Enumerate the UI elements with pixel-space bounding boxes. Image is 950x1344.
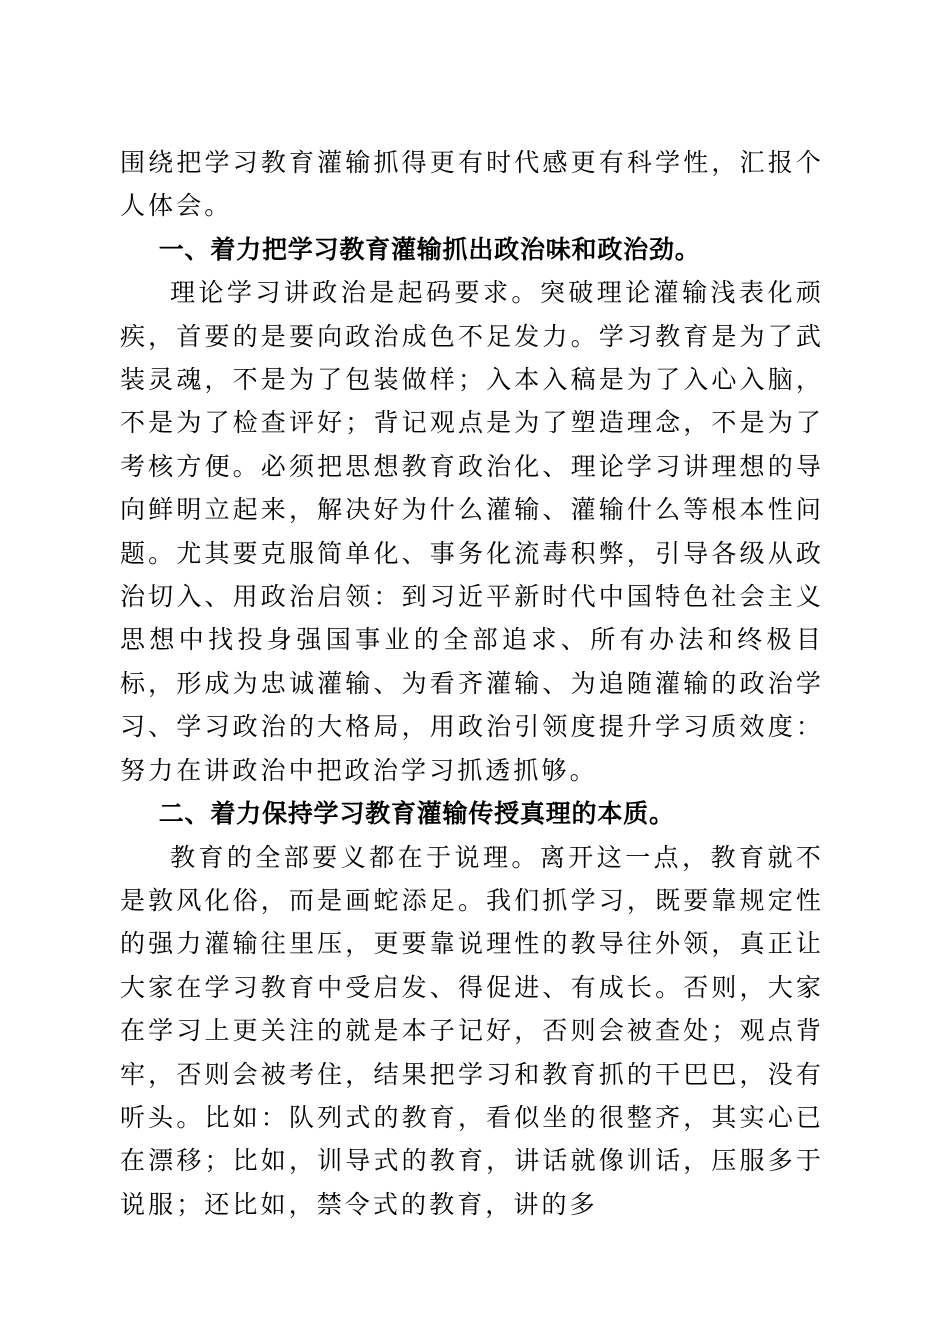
document-body [120,141,824,1226]
body-paragraph-1: 理论学习讲政治是起码要求。突破理论灌输浅表化顽疾，首要的是要向政治成色不足发力。学习教育是为了武装灵魂，不是为了包装做样；入本入稿是为了入心入脑，不是为了检查评好；背记观点是为了塑造理念，不是为了考核方便。必须把思想教育政治化、理论学习讲理想的导向鲜明立起来，解决好为什么灌输、灌输什么等根本性问题。尤其要克服简单化、事务化流毒积弊，引导各级从政治切入、用政治启领：到习近平新时代中国特色社会主义思想中找投身强国事业的全部追求、所有办法和终极目标，形成为忠诚灌输、为看齐灌输、为追随灌输的政治学习、学习政治的大格局，用政治引领度提升学习质效度：努力在讲政治中把政治学习抓透抓够。 [120,278,824,785]
section-heading-1: 一、着力把学习教育灌输抓出政治味和政治劲。 [158,234,701,264]
section-heading-2: 二、着力保持学习教育灌输传授真理的本质。 [158,799,675,829]
body-paragraph-2: 教育的全部要义都在于说理。离开这一点，教育就不是敦风化俗，而是画蛇添足。我们抓学习，既要靠规定性的强力灌输往里压，更要靠说理性的教导往外领，真正让大家在学习教育中受启发、得促进、有成长。否则，大家在学习上更关注的就是本子记好，否则会被查处；观点背牢，否则会被考住，结果把学习和教育抓的干巴巴，没有听头。比如：队列式的教育，看似坐的很整齐，其实心已在漂移；比如，训导式的教育，讲话就像训话，压服多于说服；还比如，禁令式的教育，讲的多 [120,842,824,1219]
intro-paragraph: 围绕把学习教育灌输抓得更有时代感更有科学性，汇报个人体会。 [120,148,824,221]
